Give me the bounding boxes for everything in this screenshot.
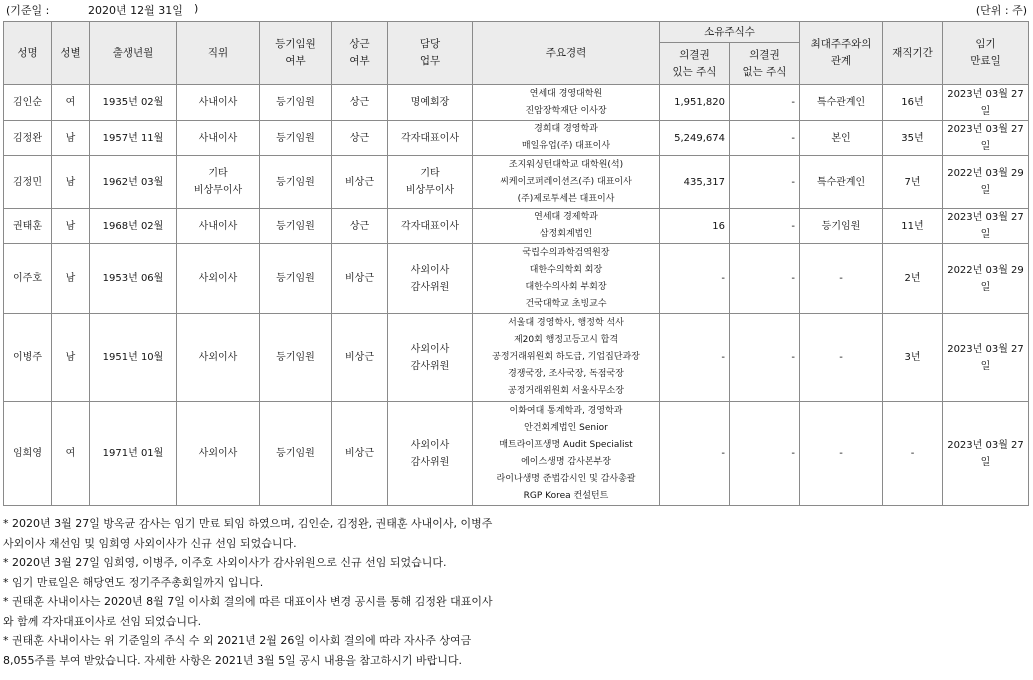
cell-gender: 여	[52, 402, 90, 506]
career-line: 매일유업(주) 대표이사	[521, 141, 611, 151]
header-relation: 최대주주와의 관계	[800, 22, 883, 85]
cell-fulltime: 상근	[332, 121, 388, 156]
cell-name: 이주호	[4, 244, 52, 314]
cell-tenure: 2년	[883, 244, 943, 314]
footnote: * 권태훈 사내이사는 2020년 8월 7일 이사회 결의에 따른 대표이사 변경 공시를 통해 김정완 대표이사와 함께 각자대표이사로 선임 되었습니다.	[3, 595, 493, 628]
career-line: 대한수의학회 회장	[529, 264, 603, 275]
cell-position: 사외이사	[177, 402, 260, 506]
career-line: 삼정회계법인	[539, 229, 593, 239]
header-shares-group: 소유주식수	[660, 22, 800, 43]
basis-date-label: (기준일 :	[6, 4, 50, 17]
cell-gender: 여	[52, 85, 90, 121]
career-line: 경쟁국장, 조사국장, 독점국장	[508, 369, 624, 379]
career-line: 건국대학교 초빙교수	[525, 298, 607, 309]
cell-position: 기타 비상무이사	[177, 156, 260, 209]
cell-career	[473, 402, 660, 506]
cell-birth: 1935년 02월	[90, 85, 177, 121]
cell-nonvoting: -	[730, 402, 800, 506]
career-line: 라이나생명 준법감시인 및 감사총괄	[496, 473, 636, 484]
cell-voting: 1,951,820	[660, 85, 730, 121]
table-caption-bar	[4, 2, 1029, 18]
career-line: 매트라이프생명 Audit Specialist	[499, 439, 633, 450]
cell-career	[473, 156, 660, 209]
cell-tenure: 7년	[883, 156, 943, 209]
cell-duty: 사외이사 감사위원	[388, 314, 473, 402]
basis-date-close: )	[194, 2, 199, 15]
header-duty: 담당 업무	[388, 22, 473, 85]
table-row	[4, 209, 1029, 244]
cell-registered: 등기임원	[260, 402, 332, 506]
career-line: 연세대 경영대학원	[529, 88, 603, 99]
cell-position: 사외이사	[177, 314, 260, 402]
cell-voting: -	[660, 402, 730, 506]
table-row	[4, 121, 1029, 156]
cell-birth: 1953년 06월	[90, 244, 177, 314]
cell-gender: 남	[52, 244, 90, 314]
cell-tenure: 16년	[883, 85, 943, 121]
cell-birth: 1962년 03월	[90, 156, 177, 209]
cell-nonvoting: -	[730, 85, 800, 121]
cell-term: 2023년 03월 27일	[943, 85, 1029, 121]
cell-duty: 명예회장	[388, 85, 473, 121]
cell-fulltime: 상근	[332, 85, 388, 121]
footnote: * 2020년 3월 27일 방옥균 감사는 임기 만료 퇴임 하였으며, 김인순, 김정완, 권태훈 사내이사, 이병주 사외이사 재선임 및 임희영 사외이사가 신규 선임 되었습니다.	[3, 517, 493, 550]
table-row	[4, 314, 1029, 402]
cell-career	[473, 121, 660, 156]
cell-relation: -	[800, 402, 883, 506]
cell-registered: 등기임원	[260, 314, 332, 402]
table-row	[4, 244, 1029, 314]
cell-position: 사내이사	[177, 121, 260, 156]
cell-voting: 435,317	[660, 156, 730, 209]
header-fulltime: 상근 여부	[332, 22, 388, 85]
header-name: 성명	[4, 22, 52, 85]
cell-birth: 1951년 10월	[90, 314, 177, 402]
cell-fulltime: 비상근	[332, 402, 388, 506]
cell-career	[473, 85, 660, 121]
cell-relation: 등기임원	[800, 209, 883, 244]
cell-birth: 1971년 01월	[90, 402, 177, 506]
cell-registered: 등기임원	[260, 244, 332, 314]
footnote: * 2020년 3월 27일 임희영, 이병주, 이주호 사외이사가 감사위원으로 신규 선임 되었습니다.	[3, 556, 447, 569]
executives-table	[3, 21, 1029, 506]
cell-registered: 등기임원	[260, 85, 332, 121]
cell-birth: 1968년 02월	[90, 209, 177, 244]
cell-name: 권태훈	[4, 209, 52, 244]
header-birth: 출생년월	[90, 22, 177, 85]
cell-nonvoting: -	[730, 244, 800, 314]
cell-duty: 각자대표이사	[388, 121, 473, 156]
cell-term: 2023년 03월 27일	[943, 121, 1029, 156]
cell-birth: 1957년 11월	[90, 121, 177, 156]
cell-duty: 기타 비상무이사	[388, 156, 473, 209]
cell-name: 임희영	[4, 402, 52, 506]
cell-relation: 본인	[800, 121, 883, 156]
career-line: (주)제로투세븐 대표이사	[517, 193, 615, 204]
cell-registered: 등기임원	[260, 156, 332, 209]
cell-tenure: 35년	[883, 121, 943, 156]
cell-voting: -	[660, 314, 730, 402]
cell-name: 김인순	[4, 85, 52, 121]
cell-position: 사외이사	[177, 244, 260, 314]
career-line: 공정거래위원회 서울사무소장	[508, 386, 624, 396]
cell-name: 이병주	[4, 314, 52, 402]
career-line: 에이스생명 감사본부장	[521, 456, 611, 467]
footnotes	[3, 514, 493, 670]
cell-duty: 사외이사 감사위원	[388, 402, 473, 506]
header-tenure: 재직기간	[883, 22, 943, 85]
cell-voting: 16	[660, 209, 730, 244]
cell-relation: -	[800, 314, 883, 402]
cell-term: 2022년 03월 29일	[943, 244, 1029, 314]
cell-registered: 등기임원	[260, 121, 332, 156]
career-line: 국립수의과학검역원장	[522, 247, 610, 258]
cell-fulltime: 비상근	[332, 314, 388, 402]
footnote: * 임기 만료일은 해당연도 정기주주총회일까지 입니다.	[3, 575, 264, 589]
cell-term: 2023년 03월 27일	[943, 209, 1029, 244]
career-line: 경희대 경영학과	[534, 124, 598, 134]
cell-term: 2023년 03월 27일	[943, 402, 1029, 506]
cell-nonvoting: -	[730, 156, 800, 209]
career-line: 서울대 경영학사, 행정학 석사	[508, 318, 624, 328]
cell-nonvoting: -	[730, 121, 800, 156]
cell-nonvoting: -	[730, 314, 800, 402]
header-position: 직위	[177, 22, 260, 85]
cell-registered: 등기임원	[260, 209, 332, 244]
career-line: 진암장학재단 이사장	[525, 105, 607, 116]
basis-date-value: 2020년 12월 31일	[88, 4, 183, 17]
header-voting: 의결권 있는 주식	[660, 43, 730, 85]
career-line: 연세대 경제학과	[534, 212, 598, 222]
cell-position: 사내이사	[177, 209, 260, 244]
footnote: * 권태훈 사내이사는 위 기준일의 주식 수 외 2021년 2월 26일 이사회 결의에 따라 자사주 상여금 8,055주를 부여 받았습니다. 자세한 사항은 2021년 3월 5일 공시 내용을 참고하시기 바랍니다.	[3, 634, 472, 667]
career-line: 제20회 행정고등고시 합격	[513, 335, 619, 345]
cell-voting: 5,249,674	[660, 121, 730, 156]
cell-career	[473, 314, 660, 402]
table-row	[4, 156, 1029, 209]
cell-nonvoting: -	[730, 209, 800, 244]
table-row	[4, 85, 1029, 121]
cell-gender: 남	[52, 121, 90, 156]
cell-duty: 사외이사 감사위원	[388, 244, 473, 314]
cell-fulltime: 비상근	[332, 156, 388, 209]
career-line: 공정거래위원회 하도급, 기업집단과장	[492, 352, 640, 362]
career-line: 이화여대 통계학과, 경영학과	[509, 405, 623, 416]
cell-gender: 남	[52, 156, 90, 209]
career-line: 안건회계법인 Senior	[524, 422, 608, 433]
cell-fulltime: 비상근	[332, 244, 388, 314]
cell-gender: 남	[52, 314, 90, 402]
career-line: 씨케이코퍼레이션즈(주) 대표이사	[500, 176, 632, 187]
cell-relation: 특수관계인	[800, 85, 883, 121]
unit-label: (단위 : 주)	[975, 4, 1027, 17]
cell-duty: 각자대표이사	[388, 209, 473, 244]
cell-name: 김정민	[4, 156, 52, 209]
cell-voting: -	[660, 244, 730, 314]
cell-career	[473, 244, 660, 314]
cell-position: 사내이사	[177, 85, 260, 121]
cell-relation: 특수관계인	[800, 156, 883, 209]
career-line: 대한수의사회 부회장	[525, 281, 607, 292]
header-gender: 성별	[52, 22, 90, 85]
cell-term: 2023년 03월 27일	[943, 314, 1029, 402]
cell-tenure: 3년	[883, 314, 943, 402]
cell-gender: 남	[52, 209, 90, 244]
cell-relation: -	[800, 244, 883, 314]
header-registered: 등기임원 여부	[260, 22, 332, 85]
cell-career	[473, 209, 660, 244]
header-career: 주요경력	[473, 22, 660, 85]
cell-fulltime: 상근	[332, 209, 388, 244]
table-row	[4, 402, 1029, 506]
career-line: 조지워싱턴대학교 대학원(석)	[508, 159, 624, 170]
career-line: RGP Korea 컨설턴트	[523, 490, 609, 501]
cell-name: 김정완	[4, 121, 52, 156]
header-nonvoting: 의결권 없는 주식	[730, 43, 800, 85]
cell-tenure: 11년	[883, 209, 943, 244]
cell-term: 2022년 03월 29일	[943, 156, 1029, 209]
cell-tenure: -	[883, 402, 943, 506]
header-term: 임기 만료일	[943, 22, 1029, 85]
